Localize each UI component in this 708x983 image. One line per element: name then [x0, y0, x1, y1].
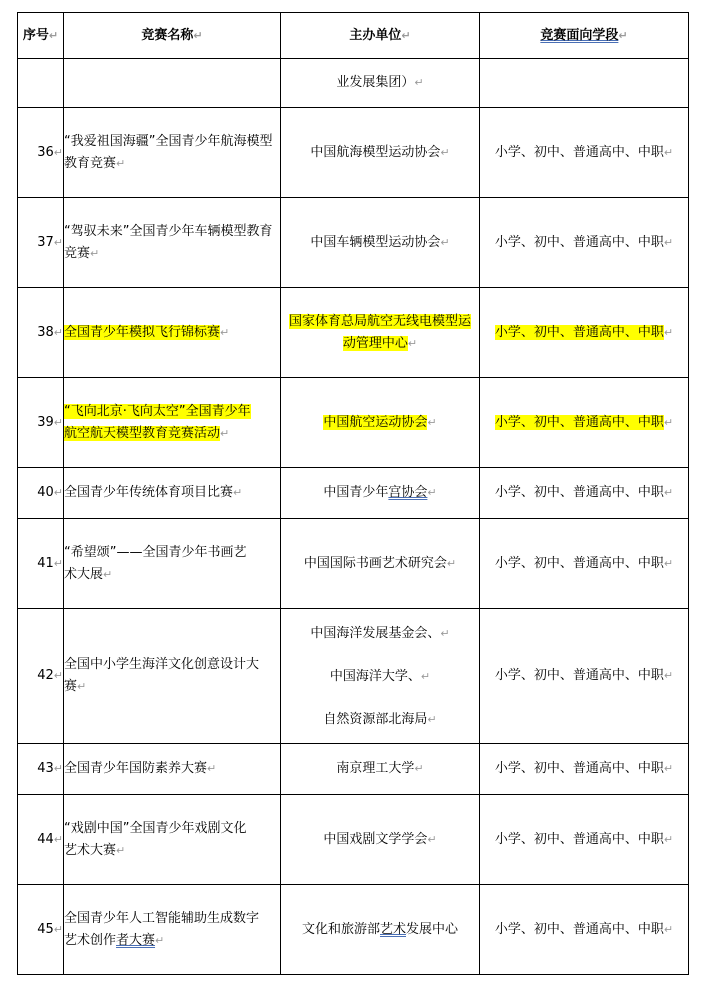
table-row — [18, 744, 689, 795]
cell-org: 中国车辆模型运动协会↵ — [281, 198, 480, 288]
cell-stage: 小学、初中、普通高中、中职↵ — [480, 108, 689, 198]
cell-org: 文化和旅游部艺术发展中心 — [281, 885, 480, 975]
table-row — [18, 609, 689, 744]
cell-stage: 小学、初中、普通高中、中职↵ — [480, 885, 689, 975]
cell-num: 40↵ — [18, 468, 64, 519]
table-row — [18, 378, 689, 468]
cell-name: “驾驭未来”全国青少年车辆模型教育竞赛↵ — [64, 198, 281, 288]
cell-num: 38↵ — [18, 288, 64, 378]
cell-stage: 小学、初中、普通高中、中职↵ — [480, 288, 689, 378]
cell-org: 中国国际书画艺术研究会↵ — [281, 519, 480, 609]
cell-org: 南京理工大学↵ — [281, 744, 480, 795]
cell-num: 39↵ — [18, 378, 64, 468]
competition-table — [17, 12, 689, 975]
table-row — [18, 519, 689, 609]
cell-name: “飞向北京·飞向太空”全国青少年 航空航天模型教育竞赛活动↵ — [64, 378, 281, 468]
cell-name: 全国青少年国防素养大赛↵ — [64, 744, 281, 795]
cell-stage: 小学、初中、普通高中、中职↵ — [480, 744, 689, 795]
header-num: 序号↵ — [18, 13, 64, 59]
cell-num: 41↵ — [18, 519, 64, 609]
header-stage: 竞赛面向学段↵ — [480, 13, 689, 59]
cell-org: 国家体育总局航空无线电模型运 动管理中心↵ — [281, 288, 480, 378]
cell-num: 42↵ — [18, 609, 64, 744]
cell-org: 中国航空运动协会↵ — [281, 378, 480, 468]
cell-stage: 小学、初中、普通高中、中职↵ — [480, 468, 689, 519]
cell-stage: 小学、初中、普通高中、中职↵ — [480, 795, 689, 885]
cell-name: “戏剧中国”全国青少年戏剧文化 艺术大赛↵ — [64, 795, 281, 885]
cell-name: 全国青少年传统体育项目比赛↵ — [64, 468, 281, 519]
table-row — [18, 885, 689, 975]
header-row — [18, 13, 689, 59]
cell-num: 44↵ — [18, 795, 64, 885]
cell-name: 全国青少年模拟飞行锦标赛↵ — [64, 288, 281, 378]
table-row — [18, 59, 689, 108]
cell-num: 43↵ — [18, 744, 64, 795]
cell-num: 37↵ — [18, 198, 64, 288]
cell-stage: 小学、初中、普通高中、中职↵ — [480, 609, 689, 744]
cell-name: “希望颂”——全国青少年书画艺 术大展↵ — [64, 519, 281, 609]
cell-name: 全国中小学生海洋文化创意设计大 赛↵ — [64, 609, 281, 744]
table-row — [18, 795, 689, 885]
cell-num: 45↵ — [18, 885, 64, 975]
cell-name: “我爱祖国海疆”全国青少年航海模型教育竞赛↵ — [64, 108, 281, 198]
cell-stage — [480, 59, 689, 108]
cell-org: 中国青少年宫协会↵ — [281, 468, 480, 519]
cell-org: 中国航海模型运动协会↵ — [281, 108, 480, 198]
cell-stage: 小学、初中、普通高中、中职↵ — [480, 519, 689, 609]
cell-num — [18, 59, 64, 108]
header-org: 主办单位↵ — [281, 13, 480, 59]
table-row — [18, 468, 689, 519]
table-row — [18, 198, 689, 288]
cell-name — [64, 59, 281, 108]
cell-org: 中国海洋发展基金会、↵ 中国海洋大学、↵ 自然资源部北海局↵ — [281, 609, 480, 744]
cell-name: 全国青少年人工智能辅助生成数字 艺术创作者大赛↵ — [64, 885, 281, 975]
cell-stage: 小学、初中、普通高中、中职↵ — [480, 378, 689, 468]
table-row — [18, 288, 689, 378]
cell-stage: 小学、初中、普通高中、中职↵ — [480, 198, 689, 288]
table-row — [18, 108, 689, 198]
cell-num: 36↵ — [18, 108, 64, 198]
header-name: 竞赛名称↵ — [64, 13, 281, 59]
cell-org: 业发展集团）↵ — [281, 59, 480, 108]
cell-org: 中国戏剧文学学会↵ — [281, 795, 480, 885]
